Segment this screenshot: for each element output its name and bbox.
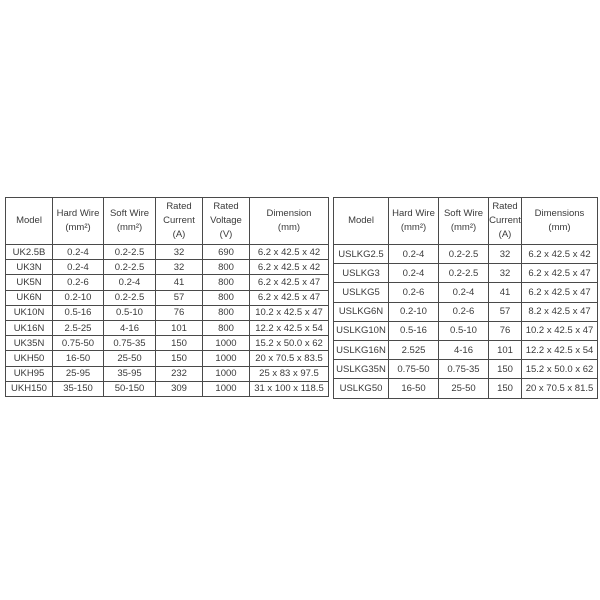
rated-current-cell: 32 — [489, 245, 522, 264]
dimensions-cell: 6.2 x 42.5 x 47 — [522, 264, 598, 283]
soft-wire-cell: 0.75-35 — [439, 360, 489, 379]
rated-voltage-cell: 1000 — [203, 351, 250, 366]
soft-wire-cell: 0.75-35 — [104, 336, 156, 351]
table-row — [6, 336, 329, 351]
dimension-cell: 6.2 x 42.5 x 42 — [250, 260, 329, 275]
dimension-cell: 15.2 x 50.0 x 62 — [250, 336, 329, 351]
rated-voltage-cell: 800 — [203, 305, 250, 320]
header-soft-wire: Soft Wire (mm²) — [439, 198, 489, 245]
rated-current-cell: 101 — [156, 320, 203, 335]
rated-current-cell: 150 — [156, 336, 203, 351]
table-row — [334, 321, 598, 340]
rated-voltage-cell: 800 — [203, 260, 250, 275]
model-cell: USLKG3 — [334, 264, 389, 283]
header-rated-voltage: Rated Voltage (V) — [203, 198, 250, 245]
model-cell: USLKG10N — [334, 321, 389, 340]
table-row — [6, 305, 329, 320]
soft-wire-cell: 50-150 — [104, 381, 156, 396]
table-row — [334, 283, 598, 302]
soft-wire-cell: 4-16 — [104, 320, 156, 335]
dimensions-cell: 10.2 x 42.5 x 47 — [522, 321, 598, 340]
model-cell: UKH150 — [6, 381, 53, 396]
model-cell: UK16N — [6, 320, 53, 335]
header-soft-wire: Soft Wire (mm²) — [104, 198, 156, 245]
rated-current-cell: 41 — [156, 275, 203, 290]
dimensions-cell: 20 x 70.5 x 81.5 — [522, 379, 598, 398]
hard-wire-cell: 2.525 — [389, 340, 439, 359]
header-rated-current: Rated Current (A) — [489, 198, 522, 245]
dimension-cell: 20 x 70.5 x 83.5 — [250, 351, 329, 366]
hard-wire-cell: 0.75-50 — [389, 360, 439, 379]
rated-current-cell: 150 — [489, 379, 522, 398]
header-hard-wire: Hard Wire (mm²) — [53, 198, 104, 245]
soft-wire-cell: 0.2-4 — [104, 275, 156, 290]
dimension-cell: 31 x 100 x 118.5 — [250, 381, 329, 396]
table-row — [334, 302, 598, 321]
hard-wire-cell: 0.2-4 — [53, 260, 104, 275]
table-row — [6, 275, 329, 290]
rated-voltage-cell: 800 — [203, 290, 250, 305]
rated-current-cell: 101 — [489, 340, 522, 359]
table-row — [6, 366, 329, 381]
rated-voltage-cell: 800 — [203, 320, 250, 335]
hard-wire-cell: 2.5-25 — [53, 320, 104, 335]
rated-current-cell: 76 — [489, 321, 522, 340]
soft-wire-cell: 25-50 — [439, 379, 489, 398]
model-cell: UK35N — [6, 336, 53, 351]
soft-wire-cell: 0.2-6 — [439, 302, 489, 321]
table-row — [6, 381, 329, 396]
rated-current-cell: 32 — [156, 245, 203, 260]
table-row — [6, 260, 329, 275]
rated-voltage-cell: 690 — [203, 245, 250, 260]
dimension-cell: 10.2 x 42.5 x 47 — [250, 305, 329, 320]
rated-current-cell: 76 — [156, 305, 203, 320]
model-cell: USLKG35N — [334, 360, 389, 379]
hard-wire-cell: 16-50 — [53, 351, 104, 366]
hard-wire-cell: 0.2-10 — [53, 290, 104, 305]
uslkg-spec-table — [333, 197, 598, 399]
dimension-cell: 25 x 83 x 97.5 — [250, 366, 329, 381]
rated-current-cell: 309 — [156, 381, 203, 396]
table-row — [334, 264, 598, 283]
table-row — [6, 245, 329, 260]
hard-wire-cell: 0.2-6 — [53, 275, 104, 290]
hard-wire-cell: 0.2-4 — [53, 245, 104, 260]
header-model: Model — [6, 198, 53, 245]
dimensions-cell: 15.2 x 50.0 x 62 — [522, 360, 598, 379]
soft-wire-cell: 0.2-2.5 — [104, 260, 156, 275]
table-row — [6, 351, 329, 366]
rated-voltage-cell: 1000 — [203, 381, 250, 396]
dimensions-cell: 6.2 x 42.5 x 42 — [522, 245, 598, 264]
hard-wire-cell: 0.75-50 — [53, 336, 104, 351]
rated-current-cell: 32 — [489, 264, 522, 283]
soft-wire-cell: 0.2-2.5 — [104, 290, 156, 305]
dimensions-cell: 8.2 x 42.5 x 47 — [522, 302, 598, 321]
soft-wire-cell: 4-16 — [439, 340, 489, 359]
soft-wire-cell: 0.5-10 — [439, 321, 489, 340]
header-rated-current: Rated Current (A) — [156, 198, 203, 245]
rated-current-cell: 41 — [489, 283, 522, 302]
soft-wire-cell: 0.5-10 — [104, 305, 156, 320]
model-cell: USLKG16N — [334, 340, 389, 359]
rated-current-cell: 232 — [156, 366, 203, 381]
hard-wire-cell: 0.5-16 — [389, 321, 439, 340]
table-row — [334, 360, 598, 379]
table-row — [6, 320, 329, 335]
rated-current-cell: 150 — [156, 351, 203, 366]
table-row — [334, 340, 598, 359]
hard-wire-cell: 25-95 — [53, 366, 104, 381]
rated-current-cell: 57 — [156, 290, 203, 305]
table-row — [6, 290, 329, 305]
model-cell: USLKG6N — [334, 302, 389, 321]
dimension-cell: 6.2 x 42.5 x 42 — [250, 245, 329, 260]
header-dimensions: Dimensions (mm) — [522, 198, 598, 245]
model-cell: USLKG50 — [334, 379, 389, 398]
dimension-cell: 6.2 x 42.5 x 47 — [250, 275, 329, 290]
soft-wire-cell: 0.2-2.5 — [439, 245, 489, 264]
hard-wire-cell: 16-50 — [389, 379, 439, 398]
dimension-cell: 6.2 x 42.5 x 47 — [250, 290, 329, 305]
model-cell: UK5N — [6, 275, 53, 290]
soft-wire-cell: 25-50 — [104, 351, 156, 366]
rated-voltage-cell: 1000 — [203, 336, 250, 351]
header-dimension: Dimension (mm) — [250, 198, 329, 245]
rated-current-cell: 150 — [489, 360, 522, 379]
model-cell: UK2.5B — [6, 245, 53, 260]
table-row — [334, 245, 598, 264]
soft-wire-cell: 0.2-2.5 — [439, 264, 489, 283]
hard-wire-cell: 0.5-16 — [53, 305, 104, 320]
soft-wire-cell: 0.2-2.5 — [104, 245, 156, 260]
dimensions-cell: 6.2 x 42.5 x 47 — [522, 283, 598, 302]
model-cell: UK10N — [6, 305, 53, 320]
hard-wire-cell: 0.2-10 — [389, 302, 439, 321]
model-cell: UK6N — [6, 290, 53, 305]
hard-wire-cell: 0.2-4 — [389, 245, 439, 264]
hard-wire-cell: 0.2-4 — [389, 264, 439, 283]
hard-wire-cell: 0.2-6 — [389, 283, 439, 302]
rated-voltage-cell: 800 — [203, 275, 250, 290]
uk-spec-table — [5, 197, 329, 397]
hard-wire-cell: 35-150 — [53, 381, 104, 396]
header-model: Model — [334, 198, 389, 245]
soft-wire-cell: 35-95 — [104, 366, 156, 381]
dimensions-cell: 12.2 x 42.5 x 54 — [522, 340, 598, 359]
model-cell: USLKG5 — [334, 283, 389, 302]
header-hard-wire: Hard Wire (mm²) — [389, 198, 439, 245]
dimension-cell: 12.2 x 42.5 x 54 — [250, 320, 329, 335]
rated-current-cell: 57 — [489, 302, 522, 321]
header-row — [334, 198, 598, 245]
soft-wire-cell: 0.2-4 — [439, 283, 489, 302]
header-row — [6, 198, 329, 245]
model-cell: USLKG2.5 — [334, 245, 389, 264]
model-cell: UKH95 — [6, 366, 53, 381]
model-cell: UK3N — [6, 260, 53, 275]
model-cell: UKH50 — [6, 351, 53, 366]
rated-current-cell: 32 — [156, 260, 203, 275]
rated-voltage-cell: 1000 — [203, 366, 250, 381]
table-row — [334, 379, 598, 398]
